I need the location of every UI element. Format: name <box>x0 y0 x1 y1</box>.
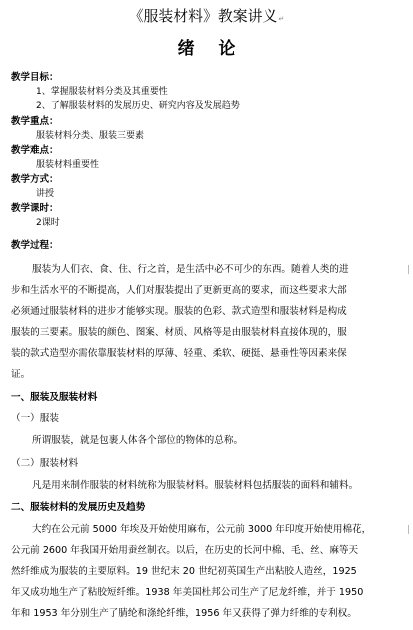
section-label-difficulties: 教学难点： <box>11 145 59 156</box>
history-line: 年和 1953 年分别生产了腈纶和涤纶纤维，1956 年又获得了弹力纤维的专利权。 <box>11 608 357 619</box>
difficulty-item: 服装材料重要性 <box>36 160 100 170</box>
margin-change-bar <box>408 525 409 534</box>
document-subtitle <box>0 40 413 57</box>
section-label-method: 教学方式： <box>11 174 59 185</box>
document-title <box>0 9 413 24</box>
materials-definition: 凡是用来制作服装的材料统称为服装材料。服装材料包括服装的面料和辅料。 <box>32 480 359 491</box>
intro-line: 服装为人们衣、食、住、行之首，是生活中必不可少的东西。随着人类的进 <box>32 264 349 275</box>
intro-line: 服装的三要素。服装的颜色、图案、材质、风格等是由服装材料直接体现的，服 <box>11 327 347 338</box>
heading-clothing-and-materials: 一、服装及服装材料 <box>11 392 98 403</box>
clothing-definition: 所谓服装，就是包裹人体各个部位的物体的总称。 <box>32 435 244 446</box>
history-line: 年又成功地生产了粘胶短纤维。1938 年美国杜邦公司生产了尼龙纤维，并于 1950 <box>11 587 364 598</box>
hours-item: 2课时 <box>36 218 60 228</box>
section-label-hours: 教学课时： <box>11 203 59 214</box>
history-line: 大约在公元前 5000 年埃及开始使用麻布，公元前 3000 年印度开始使用棉花， <box>32 524 372 535</box>
document-subtitle-text: 绪论 <box>177 38 260 58</box>
section-label-objectives: 教学目标： <box>11 72 59 83</box>
objective-item: 1、掌握服装材料分类及其重要性 <box>36 87 168 97</box>
history-line: 然纤维成为服装的主要原料。19 世纪末 20 世纪初英国生产出粘胶人造丝，1925 <box>11 566 357 577</box>
document-title-text: 《服装材料》教案讲义 <box>128 7 278 25</box>
subheading-materials: （二）服装材料 <box>11 458 79 469</box>
intro-line: 证。 <box>11 369 31 380</box>
paragraph-mark: ↵ <box>278 15 285 23</box>
section-label-key-points: 教学重点： <box>11 116 59 127</box>
section-label-process: 教学过程： <box>11 240 59 251</box>
objective-item: 2、了解服装材料的发展历史、研究内容及发展趋势 <box>36 101 240 111</box>
history-line: 公元前 2600 年我国开始用蚕丝制衣。以后，在历史的长河中棉、毛、丝、麻等天 <box>11 545 359 556</box>
intro-line: 装的款式造型亦需依靠服装材料的厚薄、轻重、柔软、硬挺、悬垂性等因素来保 <box>11 348 347 359</box>
heading-history-and-trends: 二、服装材料的发展历史及趋势 <box>11 502 146 513</box>
method-item: 讲授 <box>36 189 55 199</box>
subheading-clothing: （一）服装 <box>11 413 59 424</box>
intro-line: 步和生活水平的不断提高，人们对服装提出了更新更高的要求，而这些要求大部 <box>11 285 347 296</box>
margin-change-bar <box>408 265 409 274</box>
intro-line: 必须通过服装材料的进步才能够实现。服装的色彩、款式造型和服装材料是构成 <box>11 306 347 317</box>
key-point-item: 服装材料分类、服装三要素 <box>36 131 145 141</box>
